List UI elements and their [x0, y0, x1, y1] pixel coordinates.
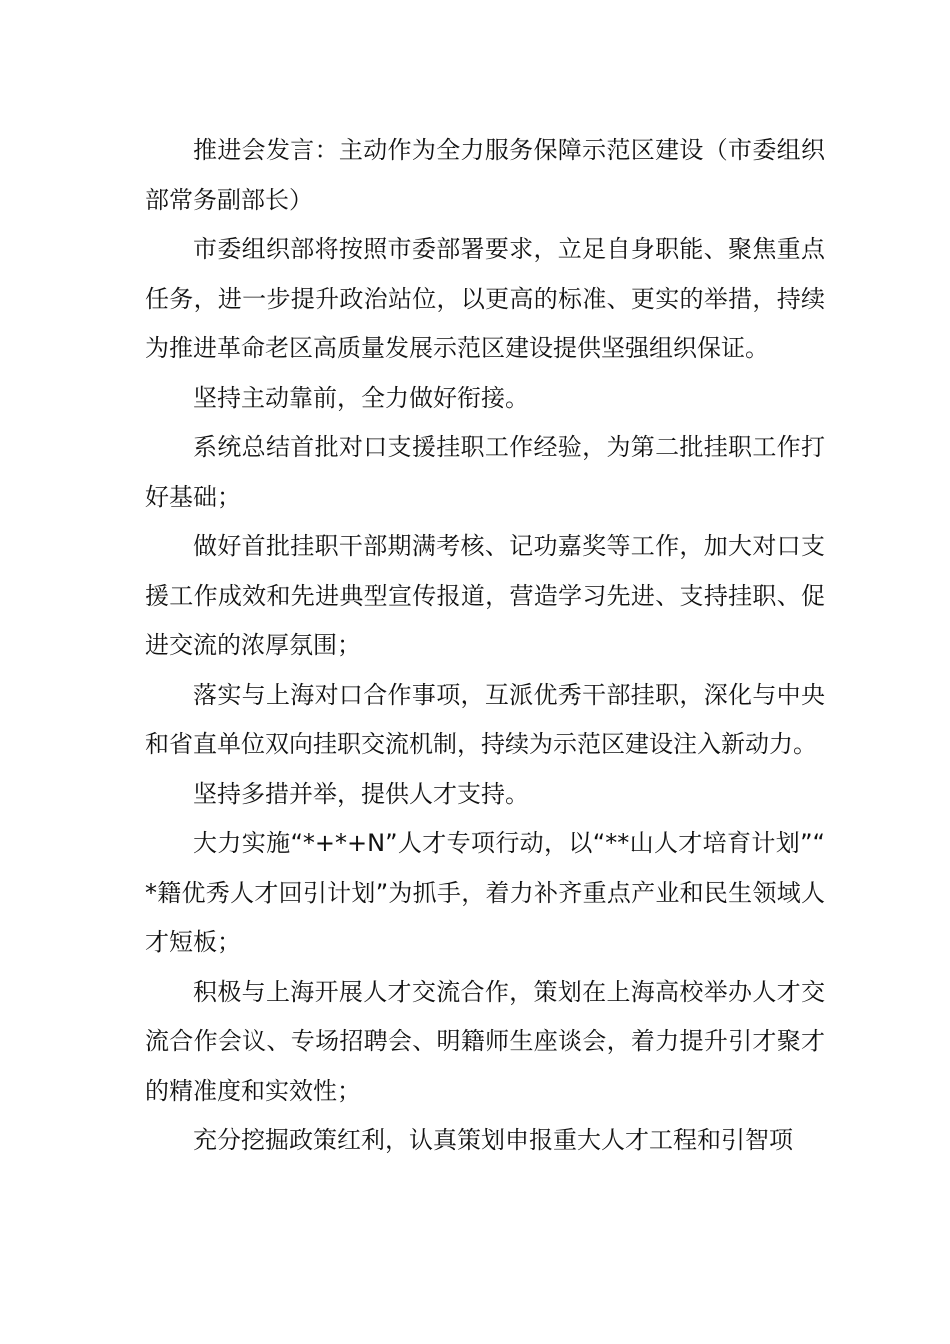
body-paragraph: 大力实施“*+*+N”人才专项行动，以“**山人才培育计划”“*籍优秀人才回引计划”为抓手，着力补齐重点产业和民生领域人才短板；	[145, 829, 825, 956]
body-paragraph: 市委组织部将按照市委部署要求，立足自身职能、聚焦重点任务，进一步提升政治站位，以更高的标准、更实的举措，持续为推进革命老区高质量发展示范区建设提供坚强组织保证。	[145, 235, 825, 362]
body-paragraph: 系统总结首批对口支援挂职工作经验，为第二批挂职工作打好基础；	[145, 433, 825, 511]
body-paragraph: 做好首批挂职干部期满考核、记功嘉奖等工作，加大对口支援工作成效和先进典型宣传报道，营造学习先进、支持挂职、促进交流的浓厚氛围；	[145, 532, 825, 659]
speech-title-paragraph: 推进会发言：主动作为全力服务保障示范区建设（市委组织部常务副部长）	[145, 136, 825, 214]
body-paragraph: 落实与上海对口合作事项，互派优秀干部挂职，深化与中央和省直单位双向挂职交流机制，持续为示范区建设注入新动力。	[145, 680, 825, 758]
section-heading-paragraph: 坚持主动靠前，全力做好衔接。	[193, 383, 529, 412]
body-paragraph: 充分挖掘政策红利，认真策划申报重大人才工程和引智项	[193, 1126, 793, 1154]
section-heading-paragraph: 坚持多措并举，提供人才支持。	[193, 779, 529, 808]
body-paragraph: 积极与上海开展人才交流合作，策划在上海高校举办人才交流合作会议、专场招聘会、明籍师生座谈会，着力提升引才聚才的精准度和实效性；	[145, 977, 825, 1105]
document-body	[145, 126, 825, 1166]
